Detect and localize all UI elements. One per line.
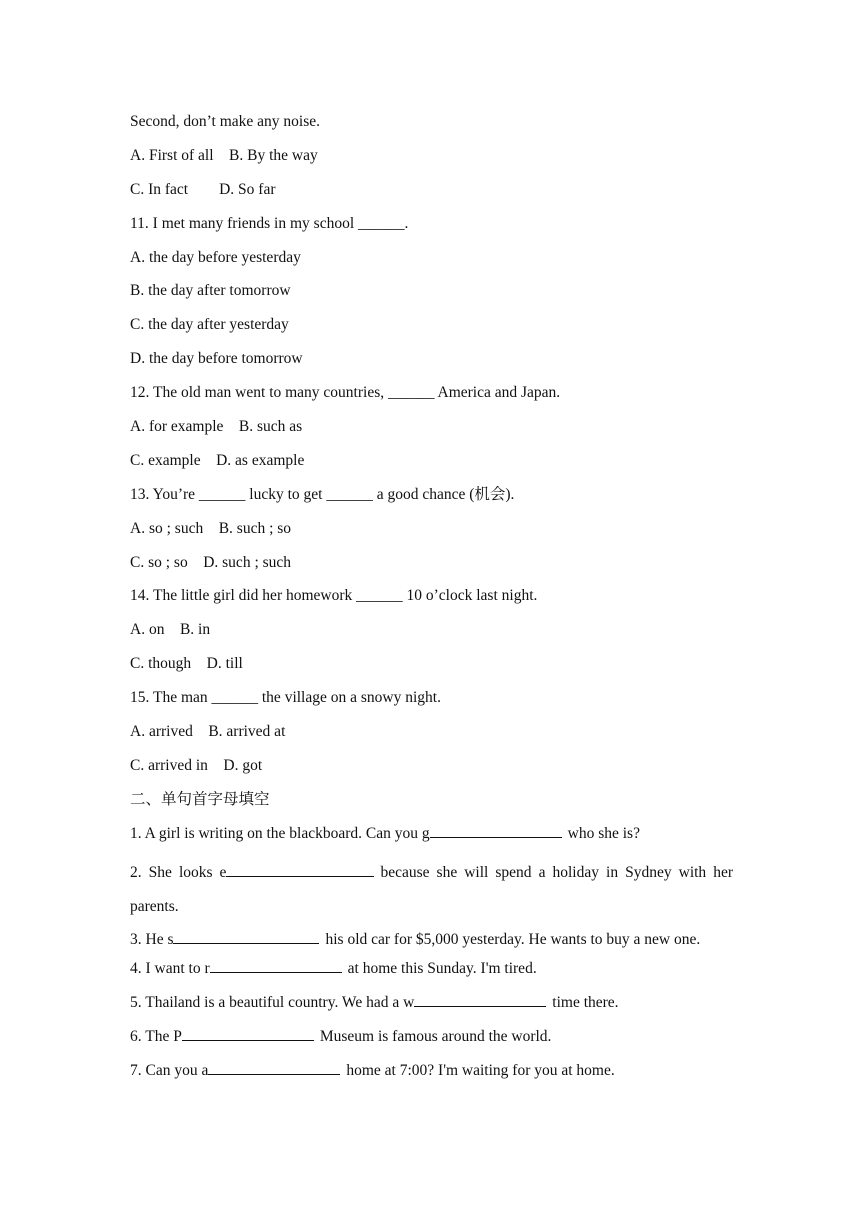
question-text: 6. The P bbox=[130, 1028, 182, 1046]
fill-question-6 bbox=[130, 1025, 733, 1059]
answer-blank bbox=[208, 1060, 340, 1075]
fill-question-4 bbox=[130, 957, 733, 991]
question-text: at home this Sunday. I'm tired. bbox=[347, 960, 537, 978]
question-text: time there. bbox=[552, 994, 619, 1012]
question-text: his old car for $5,000 yesterday. He wants to buy a new one. bbox=[325, 931, 701, 949]
option-line: A. the day before yesterday bbox=[130, 248, 301, 266]
document-page bbox=[130, 110, 733, 1093]
option-line: A. First of all B. By the way bbox=[130, 146, 318, 164]
question-text: 4. I want to r bbox=[130, 960, 210, 978]
answer-blank bbox=[226, 862, 374, 877]
text-line: Second, don’t make any noise. bbox=[130, 113, 320, 130]
question-15: 15. The man ______ the village on a snowy night. bbox=[130, 689, 441, 707]
fill-question-1 bbox=[130, 822, 733, 856]
question-text: Museum is famous around the world. bbox=[319, 1028, 552, 1046]
option-line: A. for example B. such as bbox=[130, 418, 303, 436]
answer-blank bbox=[182, 1026, 314, 1041]
question-text: 2. She looks e bbox=[130, 863, 227, 881]
option-line: A. so ; such B. such ; so bbox=[130, 519, 292, 537]
question-12: 12. The old man went to many countries, ______ America and Japan. bbox=[130, 384, 561, 402]
option-line: A. on B. in bbox=[130, 621, 211, 639]
option-line: C. example D. as example bbox=[130, 451, 305, 469]
option-line: C. In fact D. So far bbox=[130, 180, 276, 198]
question-11: 11. I met many friends in my school ______. bbox=[130, 214, 409, 232]
option-line: C. the day after yesterday bbox=[130, 316, 289, 334]
question-text: 5. Thailand is a beautiful country. We had a w bbox=[130, 994, 415, 1012]
option-line: D. the day before tomorrow bbox=[130, 350, 303, 368]
option-line: A. arrived B. arrived at bbox=[130, 723, 286, 741]
answer-blank bbox=[414, 992, 546, 1007]
question-text: because she will spend a holiday in Sydney with her parents. bbox=[130, 863, 734, 915]
section-heading: 二、单句首字母填空 bbox=[130, 790, 270, 808]
question-13: 13. You’re ______ lucky to get ______ a good chance (机会). bbox=[130, 485, 515, 503]
answer-blank bbox=[173, 929, 319, 944]
option-line: B. the day after tomorrow bbox=[130, 282, 291, 300]
fill-question-2 bbox=[130, 856, 733, 924]
question-text: who she is? bbox=[567, 824, 640, 842]
answer-blank bbox=[430, 823, 562, 838]
fill-question-3 bbox=[130, 923, 733, 957]
answer-blank bbox=[210, 958, 342, 973]
question-14: 14. The little girl did her homework ______ 10 o’clock last night. bbox=[130, 587, 538, 605]
fill-question-5 bbox=[130, 991, 733, 1025]
question-text: home at 7:00? I'm waiting for you at home. bbox=[346, 1061, 615, 1079]
option-line: C. so ; so D. such ; such bbox=[130, 553, 292, 571]
question-text: 7. Can you a bbox=[130, 1061, 209, 1079]
option-line: C. though D. till bbox=[130, 655, 243, 673]
question-text: 1. A girl is writing on the blackboard. Can you g bbox=[130, 824, 430, 842]
option-line: C. arrived in D. got bbox=[130, 756, 263, 774]
question-text: 3. He s bbox=[130, 931, 174, 949]
fill-question-7 bbox=[130, 1059, 733, 1093]
